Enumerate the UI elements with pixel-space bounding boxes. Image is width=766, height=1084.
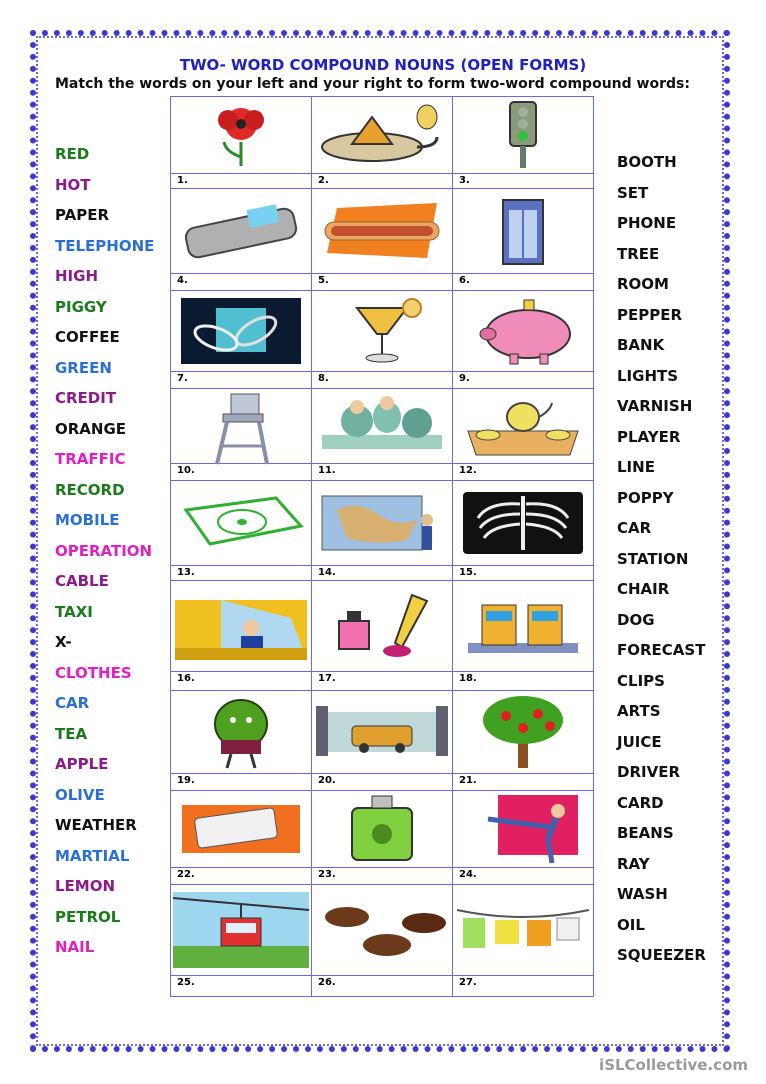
picture-number-6: 6. <box>459 275 470 286</box>
right-word-5: ROOM <box>617 275 669 293</box>
right-word-16: DOG <box>617 610 655 629</box>
left-word-24: MARTIAL <box>55 846 130 865</box>
high-chair-icon <box>171 389 311 463</box>
left-word-5: HIGH <box>55 267 99 285</box>
right-word-9: VARNISH <box>617 397 693 415</box>
left-word-17: X- <box>55 633 72 651</box>
right-word-1: BOOTH <box>617 153 677 171</box>
picture-number-25: 25. <box>177 977 195 988</box>
left-word-27: NAIL <box>55 938 95 956</box>
picture-number-14: 14. <box>318 567 336 578</box>
traffic-lights-icon <box>453 97 593 173</box>
left-word-16: TAXI <box>55 602 93 621</box>
mobile-phone-icon <box>171 189 311 273</box>
picture-number-27: 27. <box>459 977 477 988</box>
picture-number-11: 11. <box>318 465 336 476</box>
green-pepper-icon <box>171 691 311 773</box>
picture-number-8: 8. <box>318 373 329 384</box>
picture-number-20: 20. <box>318 775 336 786</box>
left-word-26: PETROL <box>55 907 121 926</box>
left-word-7: COFFEE <box>55 328 120 346</box>
picture-number-16: 16. <box>177 673 195 684</box>
picture-number-18: 18. <box>459 673 477 684</box>
left-word-25: LEMON <box>55 877 116 895</box>
picture-number-21: 21. <box>459 775 477 786</box>
worksheet-instruction: Match the words on your left and your right to form two-word compound words: <box>55 76 690 92</box>
martial-arts-map-icon <box>312 481 452 565</box>
right-word-26: OIL <box>617 915 645 934</box>
picture-grid <box>170 96 594 997</box>
telephone-booth-icon <box>453 189 593 273</box>
right-word-19: ARTS <box>617 702 661 720</box>
left-word-4: TELEPHONE <box>55 236 155 255</box>
picture-number-24: 24. <box>459 869 477 880</box>
picture-number-15: 15. <box>459 567 477 578</box>
picture-number-23: 23. <box>318 869 336 880</box>
picture-number-22: 22. <box>177 869 195 880</box>
right-word-8: LIGHTS <box>617 366 679 385</box>
worksheet-title: TWO- WORD COMPOUND NOUNS (OPEN FORMS) <box>179 56 587 74</box>
right-word-25: WASH <box>617 885 668 903</box>
nail-varnish-icon <box>312 581 452 671</box>
right-word-24: RAY <box>617 854 650 873</box>
hot-dog-icon <box>312 189 452 273</box>
orange-juice-icon <box>312 291 452 371</box>
right-word-23: BEANS <box>617 824 674 842</box>
picture-number-13: 13. <box>177 567 195 578</box>
right-word-17: FORECAST <box>617 641 706 659</box>
right-word-3: PHONE <box>617 214 677 232</box>
car-wash-icon <box>312 691 452 773</box>
picture-number-1: 1. <box>177 175 188 186</box>
right-word-14: STATION <box>617 549 689 568</box>
left-word-18: CLOTHES <box>55 663 132 682</box>
picture-number-17: 17. <box>318 673 336 684</box>
right-word-13: CAR <box>617 519 652 537</box>
lemon-squeezer-icon <box>312 97 452 173</box>
credit-card-icon <box>171 791 311 867</box>
x-ray-icon <box>453 481 593 565</box>
cable-car-icon <box>171 885 311 975</box>
picture-number-7: 7. <box>177 373 188 384</box>
left-word-12: RECORD <box>55 480 125 499</box>
picture-number-19: 19. <box>177 775 195 786</box>
right-word-18: CLIPS <box>617 671 665 690</box>
picture-number-5: 5. <box>318 275 329 286</box>
left-word-19: CAR <box>55 694 90 712</box>
left-word-6: PIGGY <box>55 297 107 316</box>
right-word-10: PLAYER <box>617 427 681 446</box>
operation-room-icon <box>312 389 452 463</box>
left-word-9: CREDIT <box>55 389 117 407</box>
right-word-21: DRIVER <box>617 763 680 781</box>
apple-tree-icon <box>453 691 593 773</box>
poppy-icon <box>171 97 311 173</box>
piggy-bank-icon <box>453 291 593 371</box>
taxi-driver-icon <box>171 581 311 671</box>
right-word-22: CARD <box>617 793 664 812</box>
left-word-20: TEA <box>55 724 88 743</box>
left-word-1: RED <box>55 145 90 163</box>
picture-number-9: 9. <box>459 373 470 384</box>
left-word-23: WEATHER <box>55 816 137 834</box>
left-word-14: OPERATION <box>55 541 153 560</box>
picture-number-26: 26. <box>318 977 336 988</box>
petrol-station-icon <box>453 581 593 671</box>
record-player-icon <box>171 481 311 565</box>
picture-number-10: 10. <box>177 465 195 476</box>
left-word-3: PAPER <box>55 206 110 224</box>
right-word-15: CHAIR <box>617 580 670 598</box>
right-word-2: SET <box>617 183 649 202</box>
right-word-12: POPPY <box>617 488 674 507</box>
paper-clips-icon <box>171 291 311 371</box>
right-word-20: JUICE <box>617 732 662 751</box>
martial-arts-kick-icon <box>453 791 593 867</box>
picture-number-4: 4. <box>177 275 188 286</box>
left-word-11: TRAFFIC <box>55 450 126 468</box>
left-word-15: CABLE <box>55 572 109 590</box>
left-word-22: OLIVE <box>55 785 105 804</box>
left-word-13: MOBILE <box>55 511 120 529</box>
olive-oil-icon <box>312 791 452 867</box>
coffee-beans-icon <box>312 885 452 975</box>
clothes-line-icon <box>453 885 593 975</box>
tea-set-icon <box>453 389 593 463</box>
right-word-4: TREE <box>617 244 660 263</box>
right-word-6: PEPPER <box>617 305 683 324</box>
picture-number-2: 2. <box>318 175 329 186</box>
left-word-8: GREEN <box>55 358 112 377</box>
left-word-21: APPLE <box>55 755 109 773</box>
left-word-2: HOT <box>55 175 91 194</box>
picture-number-3: 3. <box>459 175 470 186</box>
right-word-27: SQUEEZER <box>617 946 706 964</box>
watermark: iSLCollective.com <box>599 1056 748 1074</box>
right-word-7: BANK <box>617 336 665 354</box>
right-word-11: LINE <box>617 458 655 476</box>
left-word-10: ORANGE <box>55 419 127 438</box>
picture-number-12: 12. <box>459 465 477 476</box>
